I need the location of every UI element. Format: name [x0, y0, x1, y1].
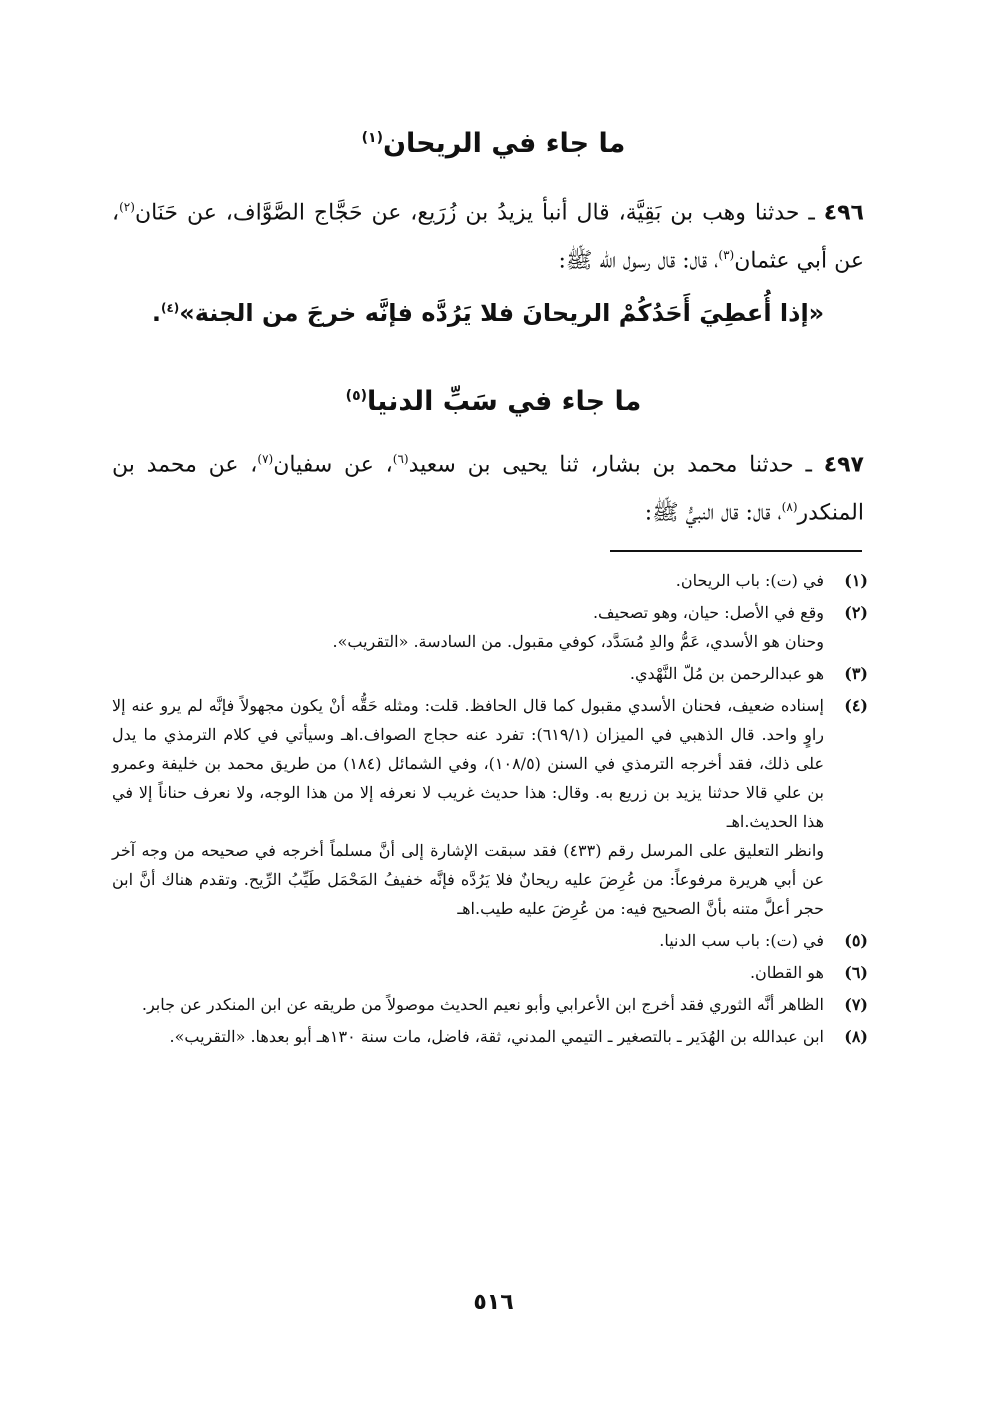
hadith-number: ٤٩٧: [823, 452, 864, 478]
footnote-marker: (٧): [257, 452, 274, 466]
footnote: [112, 691, 868, 923]
footnote-line: هو عبدالرحمن بن مُلّ النَّهْدي.: [629, 664, 824, 683]
footnote-number: (٧): [844, 995, 868, 1014]
footnote-text: [112, 990, 824, 1019]
footnote-line: إسناده ضعيف، فحنان الأسدي مقبول كما قال الحافظ. قلت: ومثله حَقُّه أنْ يكون مجهولاً فإنَّه لم يرو عنه إلا راوٍ واحد. قال الذهبي في الميزان (٦١٩/١): تفرد عنه حجاج الصواف.اهـ وسيأتي في كلام الترمذي ما يدل على ذلك، فقد أخرجه الترمذي في السنن (١٠٨/٥)، وفي الشمائل (١٨٤) من طريق محمد بن خليفة وعمرو بن علي قالا حدثنا يزيد بن زريع به. وقال: هذا حديث غريب لا نعرفه إلا من هذا الوجه، ولا نعرف حناناً إلا في هذا الحديث.اهـ: [112, 696, 825, 831]
quote-end: .: [151, 299, 161, 327]
footnote-marker: (٢): [119, 200, 135, 214]
footnote-text: [112, 1022, 824, 1051]
footnote: [112, 598, 868, 656]
quote-text: «إذا أُعطِيَ أَحَدُكُمْ الريحانَ فلا يَرُدَّه فإنَّه خرجَ من الجنة»: [179, 299, 825, 327]
hadith-text: ـ حدثنا وهب بن بَقِيَّة، قال أنبأ يزيدُ بن زُرَيع، عن حَجَّاج الصَّوَّاف، عن حَنَان: [134, 200, 824, 226]
footnote: [112, 926, 868, 955]
footnote-marker: (٨): [781, 500, 798, 515]
footnote-line: ابن عبدالله بن الهُدَير ـ بالتصغير ـ التيمي المدني، ثقة، فاضل، مات سنة ١٣٠هـ أبو بعدها. «التقريب».: [169, 1027, 824, 1046]
footnote-text: [112, 691, 824, 923]
hadith-text: ، عن أبي عثمان: [112, 200, 864, 274]
footnote-line: الظاهر أنَّه الثوري فقد أخرج ابن الأعرابي وأبو نعيم الحديث موصولاً من طريقه عن ابن المنكدر عن جابر.: [141, 995, 824, 1014]
hadith-number: ٤٩٦: [823, 200, 864, 226]
footnote-separator: [610, 550, 862, 552]
footnote-line: وانظر التعليق على المرسل رقم (٤٣٣) فقد سبقت الإشارة إلى أنَّ مسلماً أخرجه في صحيحه من وجه آخر عن أبي هريرة مرفوعاً: من عُرِضَ عليه ريحانٌ فلا يَرُدَّه فإنَّه خفيفُ المَحْمَل طَيِّبُ الرِّيح. وتقدم هناك أنَّ ابن حجر أعلَّ متنه بأنَّ الصحيح فيه: من عُرِضَ عليه طيب.اهـ: [112, 841, 825, 918]
footnote-marker: (٦): [392, 452, 409, 466]
footnote-line: هو القطان.: [749, 963, 824, 982]
footnote-number: (٨): [844, 1027, 868, 1046]
footnote-marker: (٣): [718, 248, 735, 263]
footnote: [112, 566, 868, 595]
footnote-line: في (ت): باب الريحان.: [675, 571, 824, 590]
footnote-number: (١): [844, 571, 868, 590]
footnote: [112, 1022, 868, 1051]
hadith-text: ، عن سفيان: [273, 452, 393, 478]
heading-text: ما جاء في الريحان: [382, 128, 626, 159]
hadith-text: ، عن محمد بن المنكدر: [112, 452, 864, 526]
heading-text: ما جاء في سَبِّ الدنيا: [367, 386, 642, 417]
footnote-text: [112, 958, 824, 987]
hadith-496-quote: [112, 288, 864, 333]
footnote-line: وحنان هو الأسدي، عَمُّ والدِ مُسَدَّد، كوفي مقبول. من السادسة. «التقريب».: [332, 632, 824, 651]
footnotes: [112, 566, 868, 1054]
footnote-marker: (٤): [160, 301, 180, 315]
footnote: [112, 958, 868, 987]
hadith-text: ـ حدثنا محمد بن بشار، ثنا يحيى بن سعيد: [408, 452, 824, 478]
footnote: [112, 990, 868, 1019]
hadith-text: ، قال: قال رسول الله ﷺ:: [558, 248, 719, 274]
footnote-number: (٢): [844, 603, 868, 622]
footnote-number: (٦): [844, 963, 868, 982]
hadith-text: ، قال: قال النبيُّ ﷺ:: [644, 500, 782, 526]
hadith-497-paragraph: [112, 438, 864, 535]
footnote-number: (٥): [844, 931, 868, 950]
footnote-text: [112, 926, 824, 955]
footnote-text: [112, 598, 824, 656]
page-number: ٥١٦: [473, 1290, 514, 1315]
footnote-number: (٣): [844, 664, 868, 683]
hadith-496-paragraph: [112, 186, 864, 283]
footnote-number: (٤): [844, 696, 868, 715]
footnote-marker: (١): [361, 130, 383, 146]
section-heading-rayhan: [0, 118, 987, 164]
footnote-marker: (٥): [345, 388, 368, 404]
footnote: [112, 659, 868, 688]
footnote-line: في (ت): باب سب الدنيا.: [659, 931, 824, 950]
footnote-text: [112, 659, 824, 688]
footnote-line: وقع في الأصل: حيان، وهو تصحيف.: [592, 603, 824, 622]
footnote-text: [112, 566, 824, 595]
section-heading-dunya: [0, 376, 987, 422]
